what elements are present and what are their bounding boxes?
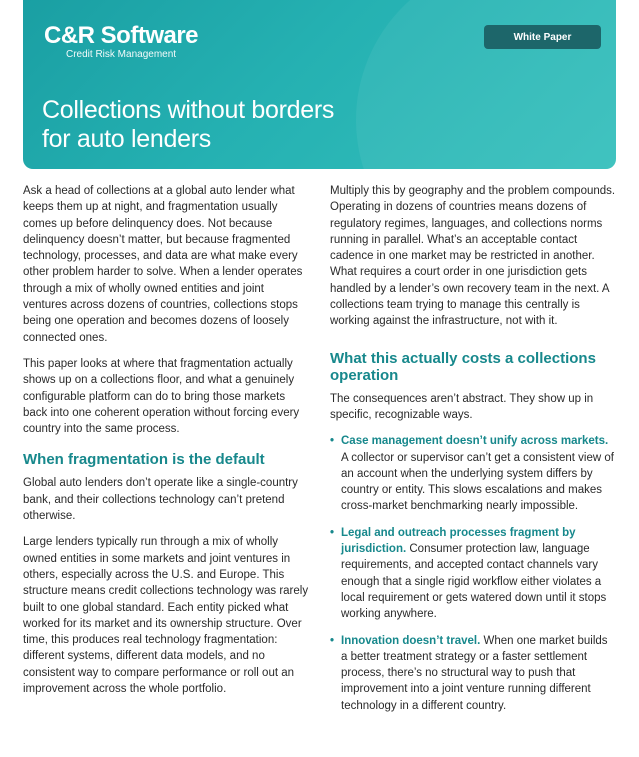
brand-name: C&R Software xyxy=(44,22,199,49)
header-banner xyxy=(23,0,616,169)
list-item xyxy=(330,633,616,714)
geography-paragraph: Multiply this by geography and the problem compounds. Operating in dozens of countries means dozens of regulatory regimes, languages, and collections norms running in parallel. What’s an acceptable contact cadence in one market may be restricted in another. What requires a court order in one jurisdiction gets handled by a lender’s own recovery team in the next. A collections team trying to manage this centrally is working against the infrastructure, not with it. xyxy=(330,185,616,328)
bullet-icon: • xyxy=(330,526,335,539)
costs-bullet-list xyxy=(330,433,616,714)
bullet-text: A collector or supervisor can’t get a consistent view of an account when the underlying system differs by country or entity. This slows escalations and makes cross-market benchmarking nearly impossible. xyxy=(341,451,614,513)
left-column xyxy=(23,183,309,707)
bullet-text: When one market builds a better treatment strategy or a faster settlement process, there’s no structural way to push that improvement into a joint venture running different technology in a different country. xyxy=(341,634,608,712)
bullet-icon: • xyxy=(330,435,335,448)
bullet-lead: Legal and outreach processes fragment by jurisdiction. xyxy=(341,526,576,556)
brand-tagline: Credit Risk Management xyxy=(66,49,177,60)
title-line-2: for auto lenders xyxy=(42,125,211,153)
section-heading-fragmentation: When fragmentation is the default xyxy=(23,451,265,469)
bullet-icon: • xyxy=(330,634,335,647)
list-item xyxy=(330,525,616,623)
fragmentation-paragraph-1: Global auto lenders don’t operate like a single-country bank, and their collections technology can’t pretend otherwise. xyxy=(23,477,298,523)
brand-logo xyxy=(44,23,198,61)
document-type-badge: White Paper xyxy=(484,25,601,49)
page-title xyxy=(42,96,462,154)
bullet-lead: Case management doesn’t unify across markets. xyxy=(341,435,609,448)
intro-paragraph-2: This paper looks at where that fragmentation actually shows up on a collections floor, and what a genuinely configurable platform can do to bring those markets back into one coherent operation without forcing every country into the same process. xyxy=(23,357,300,436)
fragmentation-paragraph-2: Large lenders typically run through a mix of wholly owned entities in some markets and joint ventures in others, especially across the U.S. and Europe. This structure means credit collections technology was rarely built to one global standard. Each entity picked what worked for its market and its ownership structure. Over time, this produces real technology fragmentation: different systems, different data models, and no consistent way to compare performance or roll out an improvement across the whole portfolio. xyxy=(23,536,309,696)
costs-paragraph: The consequences aren’t abstract. They show up in specific, recognizable ways. xyxy=(330,392,594,421)
intro-paragraph-1: Ask a head of collections at a global auto lender what keeps them up at night, and fragmentation usually comes up before delinquency does. Not because delinquency doesn’t matter, but because fragmented technology, processes, and data are what make every other problem harder to solve. When a lender operates through a mix of wholly owned entities and joint ventures across dozens of countries, collections stops being one operation and becomes dozens of loosely connected ones. xyxy=(23,185,303,344)
title-line-1: Collections without borders xyxy=(42,96,335,124)
list-item xyxy=(330,433,616,514)
right-column xyxy=(330,183,616,724)
bullet-lead: Innovation doesn’t travel. xyxy=(341,634,481,647)
section-heading-costs: What this actually costs a collections operation xyxy=(330,349,596,384)
bullet-text: Consumer protection law, language requirements, and accepted contact channels vary enough that a single rigid workflow either violates a local requirement or gets watered down until it stops working anywhere. xyxy=(341,543,607,621)
